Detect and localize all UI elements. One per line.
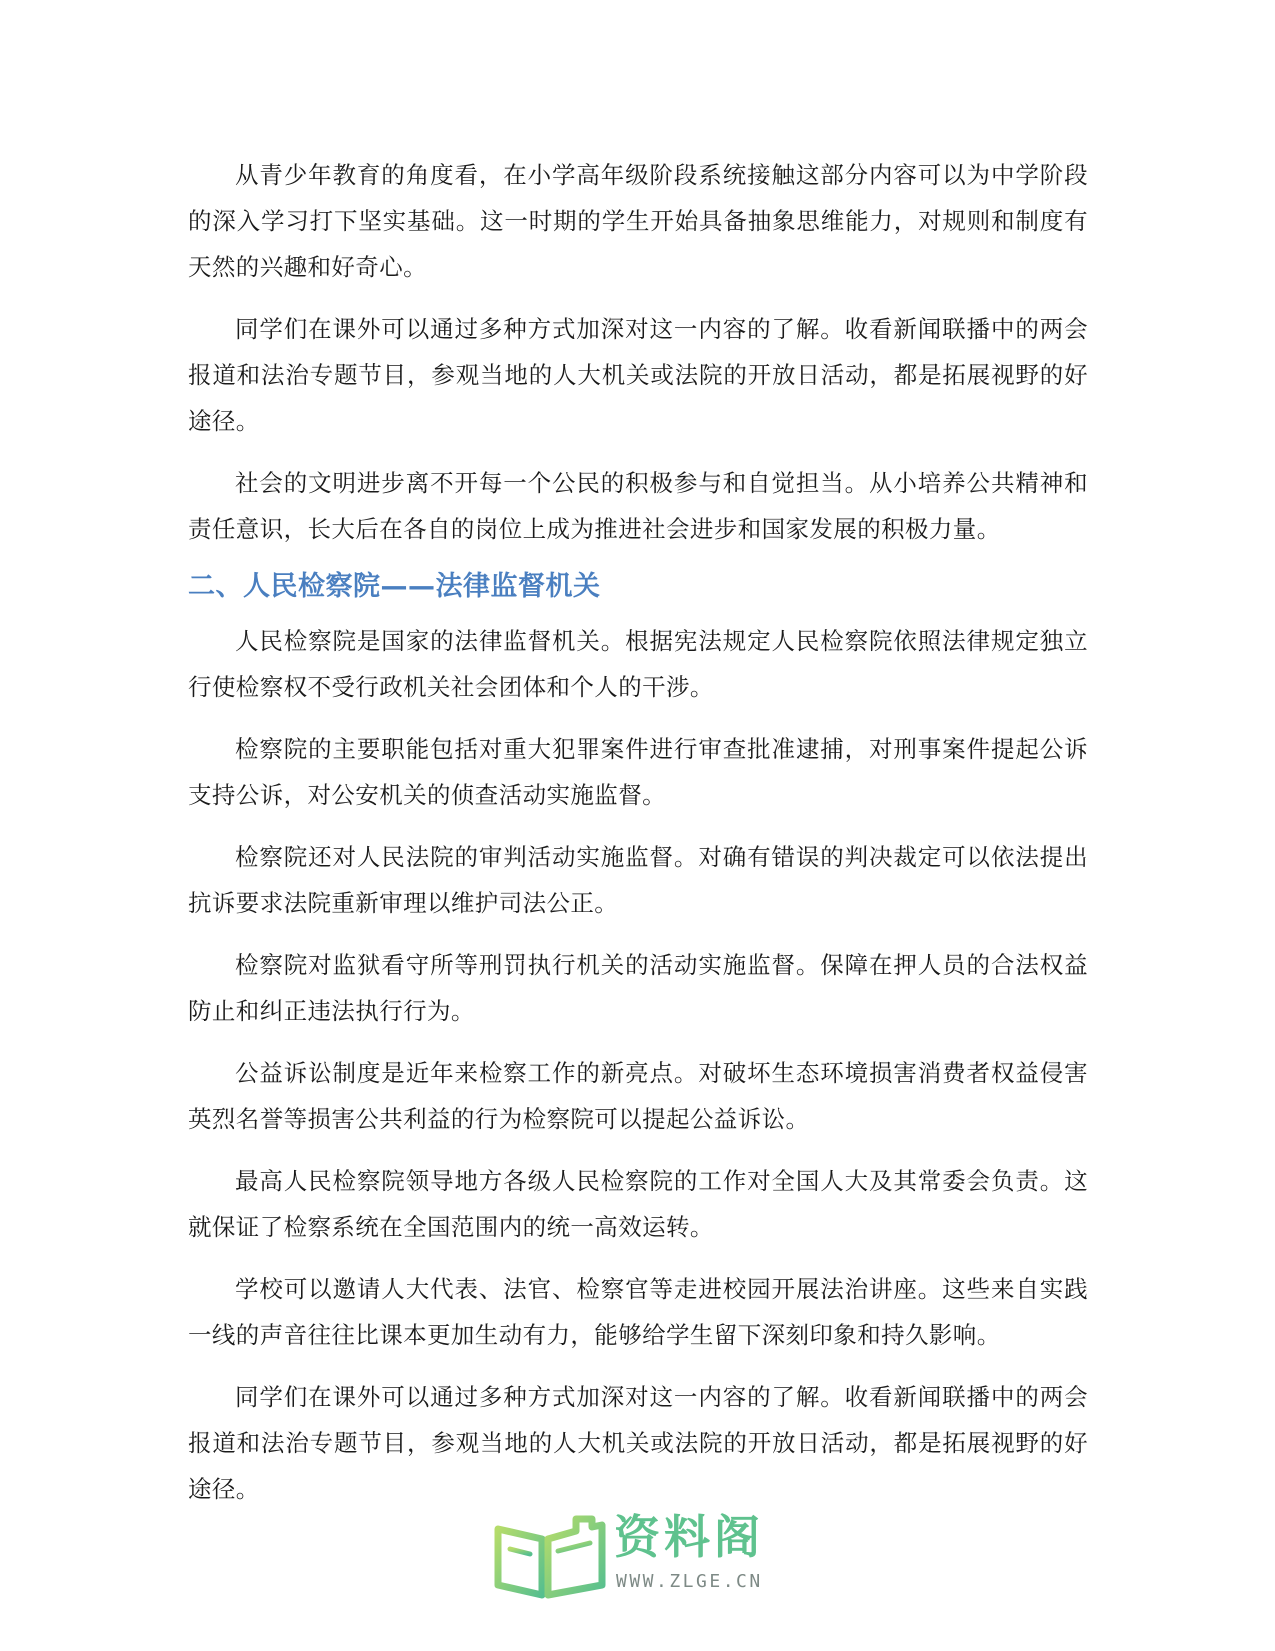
watermark-brand: 资料阁 [614, 1510, 764, 1564]
paragraph: 检察院对监狱看守所等刑罚执行机关的活动实施监督。保障在押人员的合法权益防止和纠正违法执行行为。 [188, 951, 1088, 1025]
paragraph: 从青少年教育的角度看，在小学高年级阶段系统接触这部分内容可以为中学阶段的深入学习打下坚实基础。这一时期的学生开始具备抽象思维能力，对规则和制度有天然的兴趣和好奇心。 [188, 161, 1088, 281]
paragraph: 人民检察院是国家的法律监督机关。根据宪法规定人民检察院依照法律规定独立行使检察权不受行政机关社会团体和个人的干涉。 [188, 627, 1088, 701]
paragraph: 同学们在课外可以通过多种方式加深对这一内容的了解。收看新闻联播中的两会报道和法治专题节目，参观当地的人大机关或法院的开放日活动，都是拓展视野的好途径。 [188, 1383, 1088, 1503]
watermark-logo [492, 1505, 782, 1605]
watermark-url: WWW.ZLGE.CN [616, 1571, 763, 1592]
paragraph: 检察院的主要职能包括对重大犯罪案件进行审查批准逮捕，对刑事案件提起公诉支持公诉，对公安机关的侦查活动实施监督。 [188, 735, 1088, 809]
paragraph: 最高人民检察院领导地方各级人民检察院的工作对全国人大及其常委会负责。这就保证了检察系统在全国范围内的统一高效运转。 [188, 1167, 1088, 1241]
open-book-icon [492, 1505, 608, 1601]
paragraph: 学校可以邀请人大代表、法官、检察官等走进校园开展法治讲座。这些来自实践一线的声音往往比课本更加生动有力，能够给学生留下深刻印象和持久影响。 [188, 1275, 1088, 1349]
paragraph: 同学们在课外可以通过多种方式加深对这一内容的了解。收看新闻联播中的两会报道和法治专题节目，参观当地的人大机关或法院的开放日活动，都是拓展视野的好途径。 [188, 315, 1088, 435]
paragraph: 检察院还对人民法院的审判活动实施监督。对确有错误的判决裁定可以依法提出抗诉要求法院重新审理以维护司法公正。 [188, 843, 1088, 917]
document-body [188, 152, 1088, 1528]
paragraph: 社会的文明进步离不开每一个公民的积极参与和自觉担当。从小培养公共精神和责任意识，长大后在各自的岗位上成为推进社会进步和国家发展的积极力量。 [188, 469, 1088, 543]
section-heading: 二、人民检察院——法律监督机关 [188, 571, 601, 602]
paragraph: 公益诉讼制度是近年来检察工作的新亮点。对破坏生态环境损害消费者权益侵害英烈名誉等损害公共利益的行为检察院可以提起公益诉讼。 [188, 1059, 1088, 1133]
